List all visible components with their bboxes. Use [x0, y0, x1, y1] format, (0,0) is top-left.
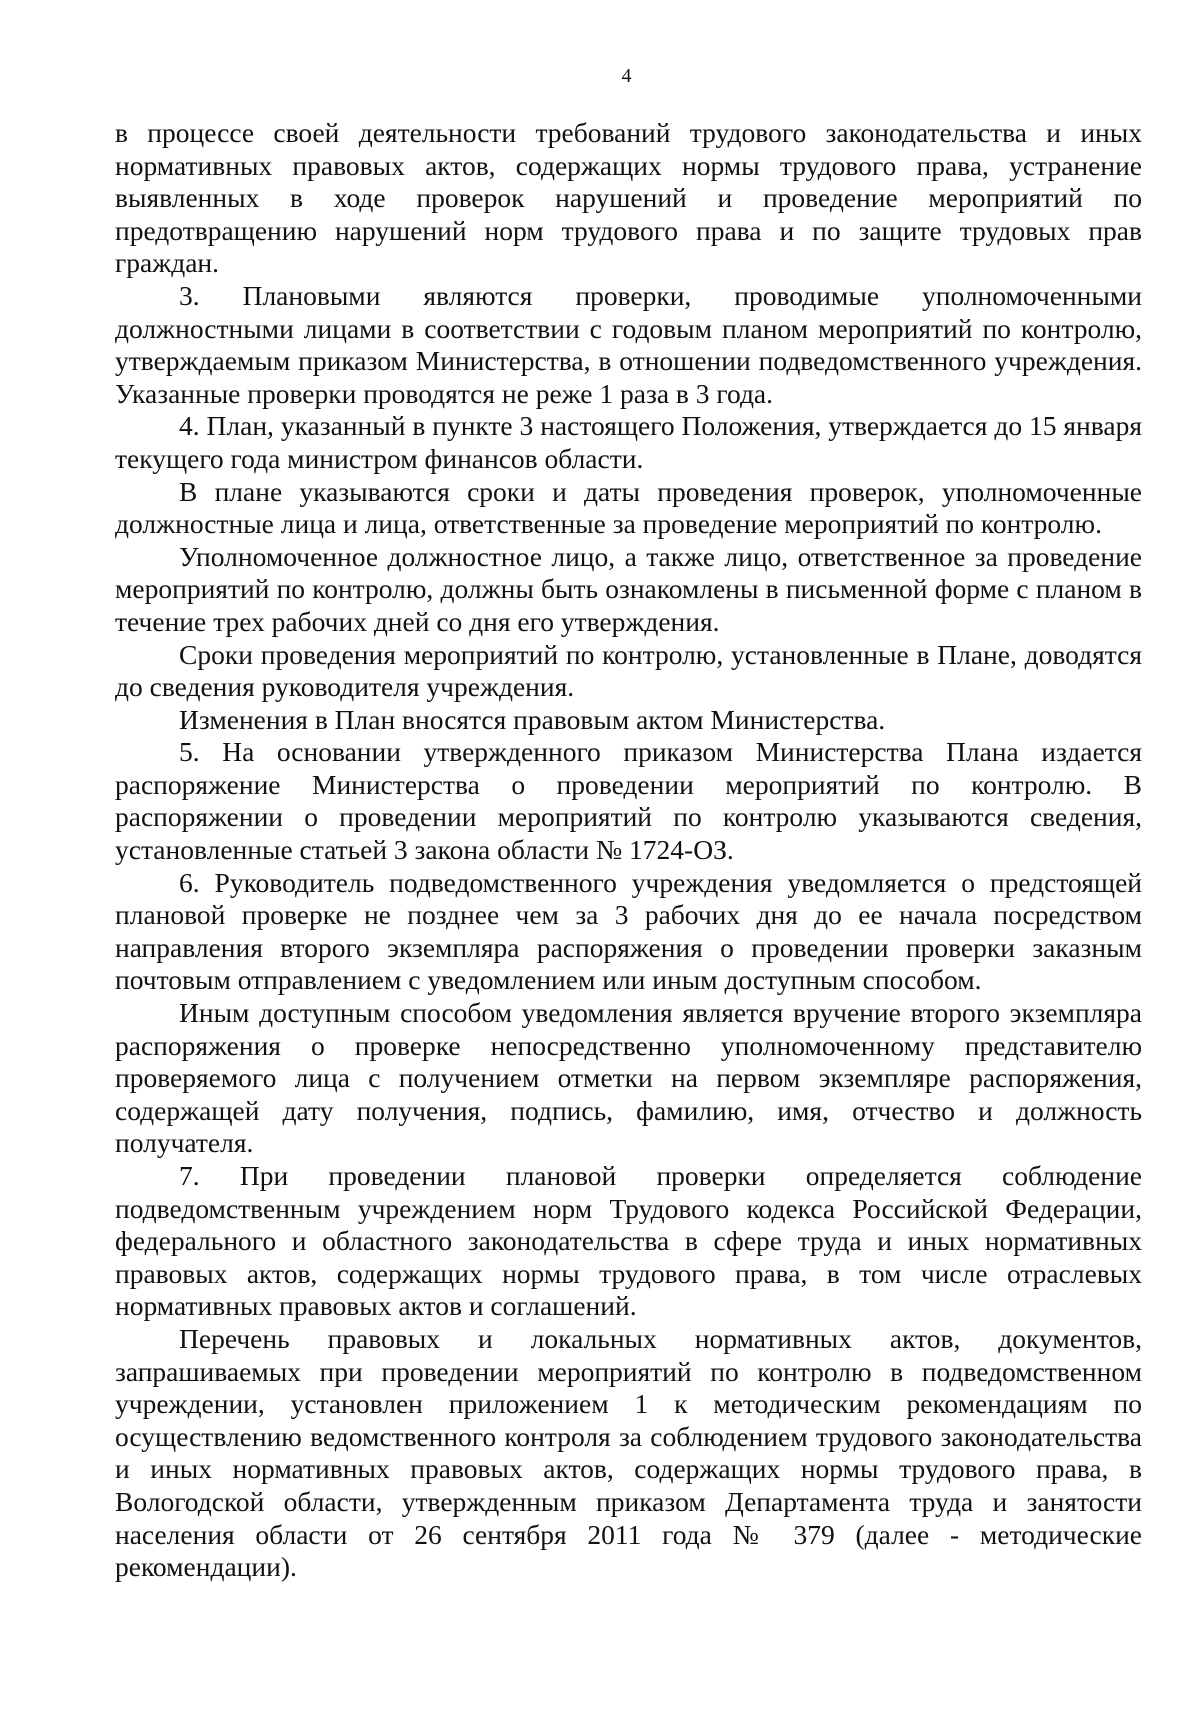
paragraph-item-4: 4. План, указанный в пункте 3 настоящего Положения, утверждается до 15 января текущего года министром финансов области. [115, 410, 1142, 474]
paragraph-plan-familiarization: Уполномоченное должностное лицо, а также лицо, ответственное за проведение мероприятий по контролю, должны быть ознакомлены в письменной форме с планом в течение трех рабочих дней со дня его утверждения. [115, 540, 1142, 637]
document-body [115, 117, 1142, 1584]
paragraph-continuation: в процессе своей деятельности требований трудового законодательства и иных нормативных правовых актов, содержащих нормы трудового права, устранение выявленных в ходе проверок нарушений и проведение мероприятий по предотвращению нарушений норм трудового права и по защите трудовых прав граждан. [115, 117, 1142, 279]
paragraph-document-list: Перечень правовых и локальных нормативных актов, документов, запрашиваемых при проведении мероприятий по контролю в подведомственном учреждении, установлен приложением 1 к методическим рекомендациям по осуществлению ведомственного контроля за соблюдением трудового законодательства и иных нормативных правовых актов, содержащих нормы трудового права, в Вологодской области, утвержденным приказом Департамента труда и занятости населения области от 26 сентября 2011 года № 379 (далее - методические рекомендации). [115, 1322, 1142, 1583]
paragraph-item-5: 5. На основании утвержденного приказом Министерства Плана издается распоряжение Министерства о проведении мероприятий по контролю. В распоряжении о проведении мероприятий по контролю указываются сведения, установленные статьей 3 закона области № 1724-ОЗ. [115, 736, 1142, 866]
page-number: 4 [621, 65, 632, 87]
paragraph-notification-method: Иным доступным способом уведомления является вручение второго экземпляра распоряжения о проверке непосредственно уполномоченному представителю проверяемого лица с получением отметки на первом экземпляре распоряжения, содержащей дату получения, подпись, фамилию, имя, отчество и должность получателя. [115, 997, 1142, 1159]
paragraph-item-3: 3. Плановыми являются проверки, проводимые уполномоченными должностными лицами в соответствии с годовым планом мероприятий по контролю, утверждаемым приказом Министерства, в отношении подведомственного учреждения. Указанные проверки проводятся не реже 1 раза в 3 года. [115, 279, 1142, 409]
paragraph-plan-deadlines: Сроки проведения мероприятий по контролю, установленные в Плане, доводятся до сведения руководителя учреждения. [115, 638, 1142, 703]
paragraph-item-7: 7. При проведении плановой проверки определяется соблюдение подведомственным учреждением норм Трудового кодекса Российской Федерации, федерального и областного законодательства в сфере труда и иных нормативных правовых актов, содержащих нормы трудового права, в том числе отраслевых нормативных правовых актов и соглашений. [115, 1160, 1142, 1322]
paragraph-plan-contents: В плане указываются сроки и даты проведения проверок, уполномоченные должностные лица и лица, ответственные за проведение мероприятий по контролю. [115, 475, 1142, 540]
paragraph-item-6: 6. Руководитель подведомственного учреждения уведомляется о предстоящей плановой проверке не позднее чем за 3 рабочих дня до ее начала посредством направления второго экземпляра распоряжения о проведении проверки заказным почтовым отправлением с уведомлением или иным доступным способом. [115, 866, 1142, 996]
paragraph-plan-changes: Изменения в План вносятся правовым актом Министерства. [179, 703, 886, 735]
